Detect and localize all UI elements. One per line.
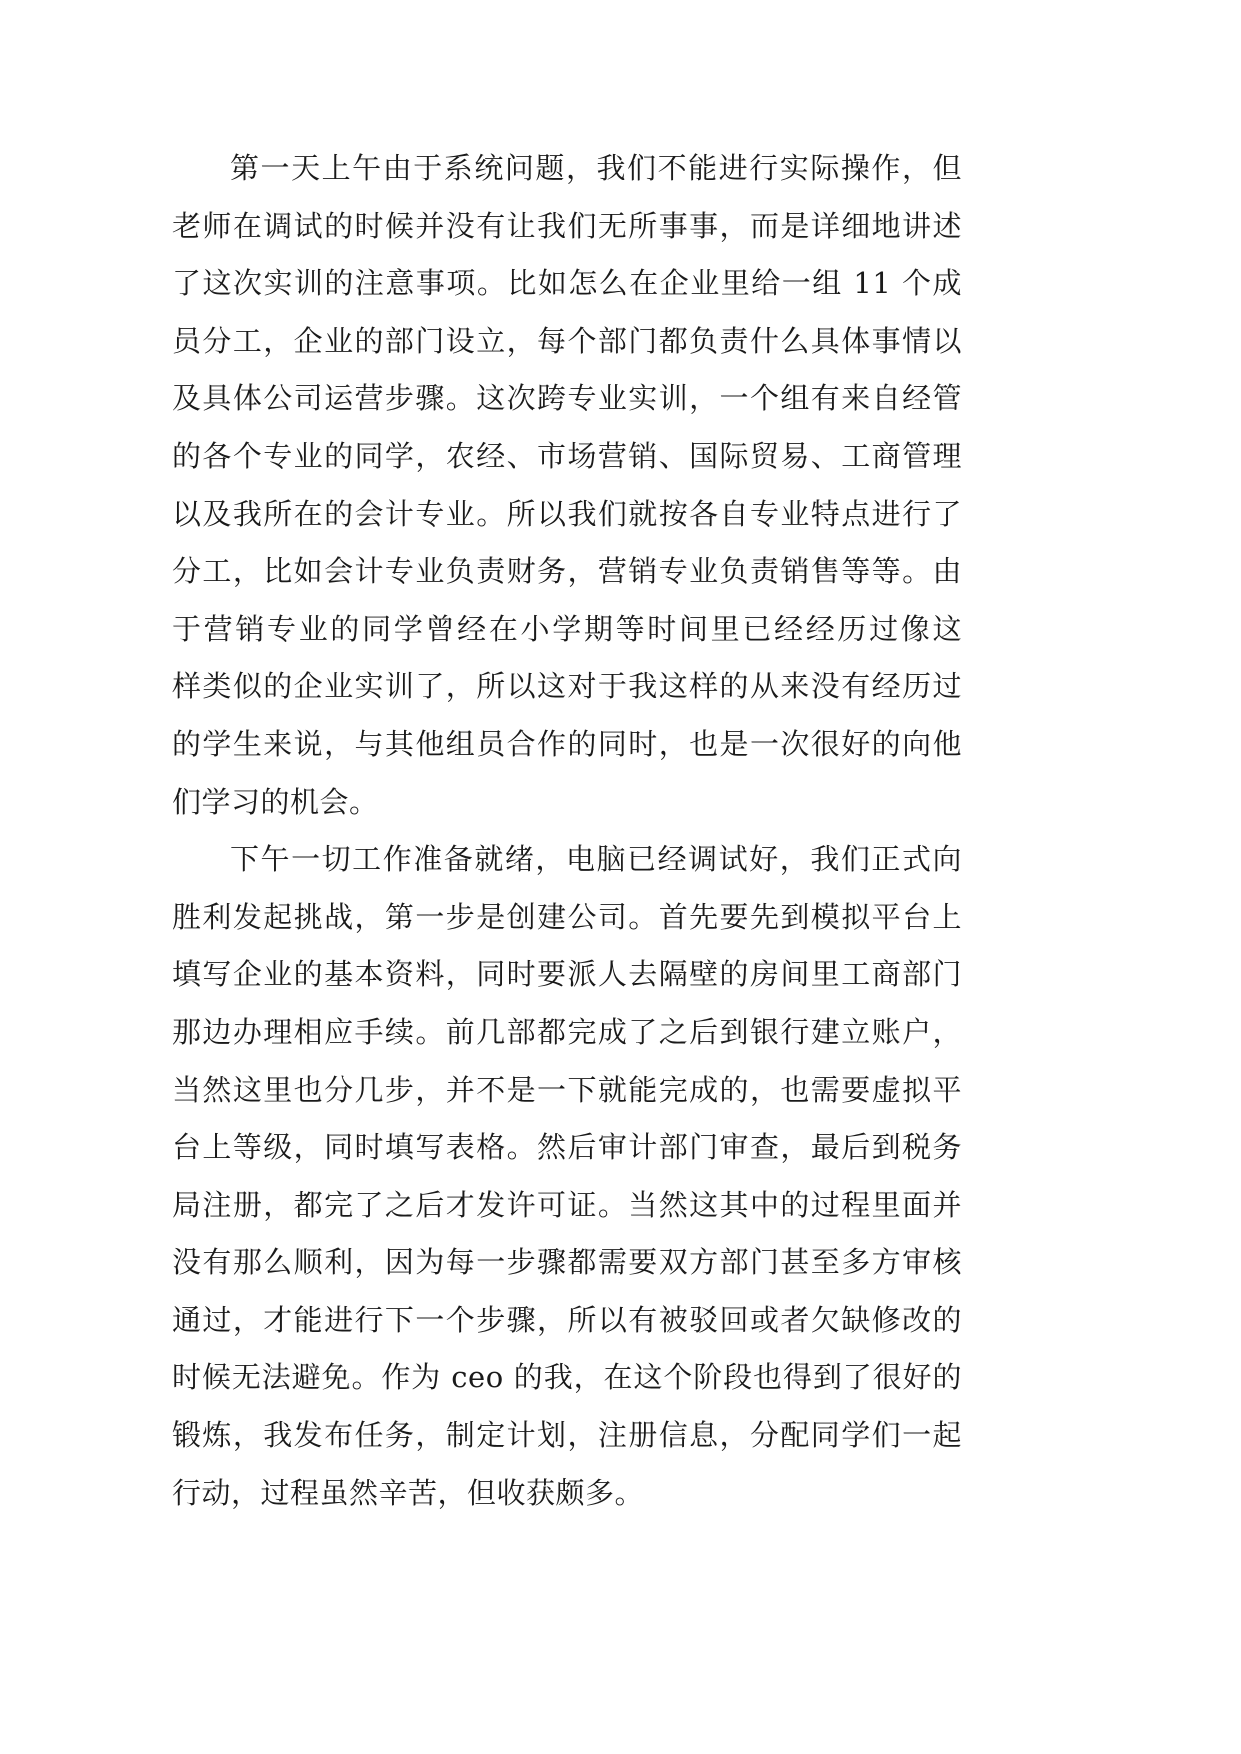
paragraph-line: 行动，过程虽然辛苦，但收获颇多。	[172, 1475, 645, 1510]
paragraph-line: 胜利发起挑战，第一步是创建公司。首先要先到模拟平台上	[172, 899, 962, 934]
paragraph-line: 们学习的机会。	[172, 784, 379, 819]
paragraph-line: 当然这里也分几步，并不是一下就能完成的，也需要虚拟平	[172, 1072, 962, 1107]
paragraph-line: 局注册，都完了之后才发许可证。当然这其中的过程里面并	[172, 1187, 962, 1222]
paragraph-line: 下午一切工作准备就绪，电脑已经调试好，我们正式向	[230, 842, 962, 877]
paragraph-line: 的各个专业的同学，农经、市场营销、国际贸易、工商管理	[172, 438, 962, 473]
paragraph-line: 分工，比如会计专业负责财务，营销专业负责销售等等。由	[172, 554, 962, 589]
paragraph-line: 的学生来说，与其他组员合作的同时，也是一次很好的向他	[172, 726, 962, 761]
paragraph-line: 台上等级，同时填写表格。然后审计部门审查，最后到税务	[172, 1130, 962, 1165]
document-body	[172, 140, 962, 1522]
paragraph-line: 老师在调试的时候并没有让我们无所事事，而是详细地讲述	[172, 208, 962, 243]
paragraph-line: 填写企业的基本资料，同时要派人去隔壁的房间里工商部门	[172, 957, 962, 992]
paragraph-line: 了这次实训的注意事项。比如怎么在企业里给一组 11 个成	[172, 266, 962, 301]
paragraph-line: 样类似的企业实训了，所以这对于我这样的从来没有经历过	[172, 669, 962, 704]
paragraph-line: 以及我所在的会计专业。所以我们就按各自专业特点进行了	[172, 496, 962, 531]
paragraph-2	[172, 831, 962, 1522]
paragraph-line: 那边办理相应手续。前几部都完成了之后到银行建立账户，	[172, 1014, 962, 1049]
paragraph-line: 时候无法避免。作为 ceo 的我，在这个阶段也得到了很好的	[172, 1360, 962, 1395]
paragraph-1	[172, 140, 962, 831]
paragraph-line: 通过，才能进行下一个步骤，所以有被驳回或者欠缺修改的	[172, 1302, 962, 1337]
paragraph-line: 没有那么顺利，因为每一步骤都需要双方部门甚至多方审核	[172, 1245, 962, 1280]
paragraph-line: 锻炼，我发布任务，制定计划，注册信息，分配同学们一起	[172, 1418, 962, 1453]
paragraph-line: 及具体公司运营步骤。这次跨专业实训，一个组有来自经管	[172, 381, 962, 416]
paragraph-line: 员分工，企业的部门设立，每个部门都负责什么具体事情以	[172, 323, 962, 358]
paragraph-line: 第一天上午由于系统问题，我们不能进行实际操作，但	[230, 151, 962, 185]
paragraph-line: 于营销专业的同学曾经在小学期等时间里已经经历过像这	[172, 611, 962, 646]
